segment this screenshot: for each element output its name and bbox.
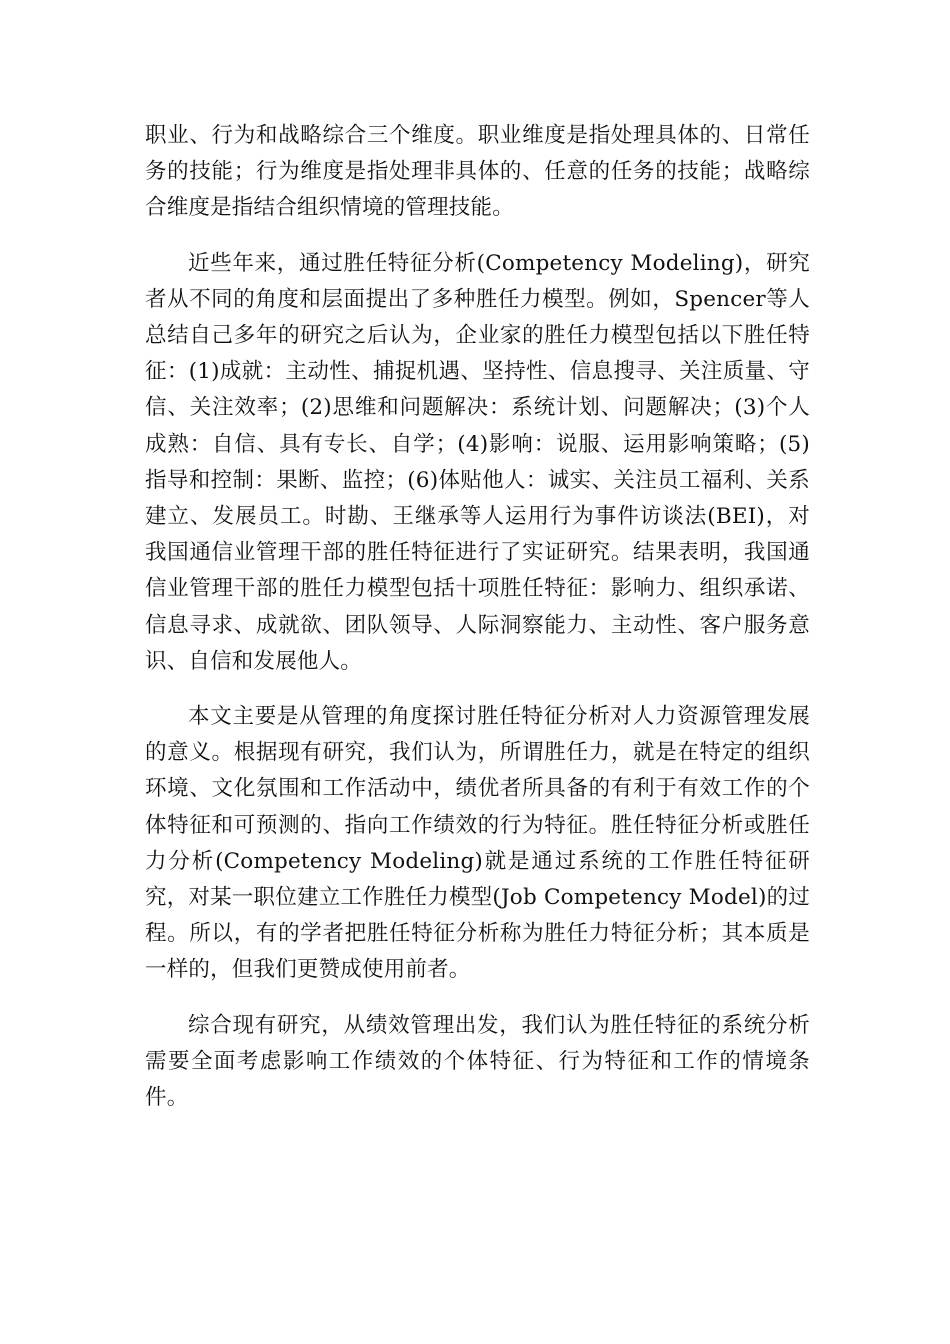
paragraph-competency-models: 近些年来，通过胜任特征分析(Competency Modeling)，研究者从不同的角度和层面提出了多种胜任力模型。例如，Spencer等人总结自己多年的研究之后认为，企业家的胜任力模型包括以下胜任特征：(1)成就：主动性、捕捉机遇、坚持性、信息搜寻、关注质量、守信、关注效率；(2)思维和问题解决：系统计划、问题解决；(3)个人成熟：自信、具有专长、自学；(4)影响：说服、运用影响策略；(5)指导和控制：果断、监控；(6)体贴他人：诚实、关注员工福利、关系建立、发展员工。时勘、王继承等人运用行为事件访谈法(BEI)，对我国通信业管理干部的胜任特征进行了实证研究。结果表明，我国通信业管理干部的胜任力模型包括十项胜任特征：影响力、组织承诺、信息寻求、成就欲、团队领导、人际洞察能力、主动性、客户服务意识、自信和发展他人。 [145,250,810,674]
document-body [145,118,810,1116]
paragraph-continuation: 职业、行为和战略综合三个维度。职业维度是指处理具体的、日常任务的技能；行为维度是指处理非具体的、任意的任务的技能；战略综合维度是指结合组织情境的管理技能。 [145,123,810,221]
paragraph-definition: 本文主要是从管理的角度探讨胜任特征分析对人力资源管理发展的意义。根据现有研究，我们认为，所谓胜任力，就是在特定的组织环境、文化氛围和工作活动中，绩优者所具备的有利于有效工作的个体特征和可预测的、指向工作绩效的行为特征。胜任特征分析或胜任力分析(Competency Modeling)就是通过系统的工作胜任特征研究，对某一职位建立工作胜任力模型(Job Competency Model)的过程。所以，有的学者把胜任特征分析称为胜任力特征分析；其本质是一样的，但我们更赞成使用前者。 [145,704,810,983]
paragraph-conclusion: 综合现有研究，从绩效管理出发，我们认为胜任特征的系统分析需要全面考虑影响工作绩效的个体特征、行为特征和工作的情境条件。 [145,1012,810,1111]
